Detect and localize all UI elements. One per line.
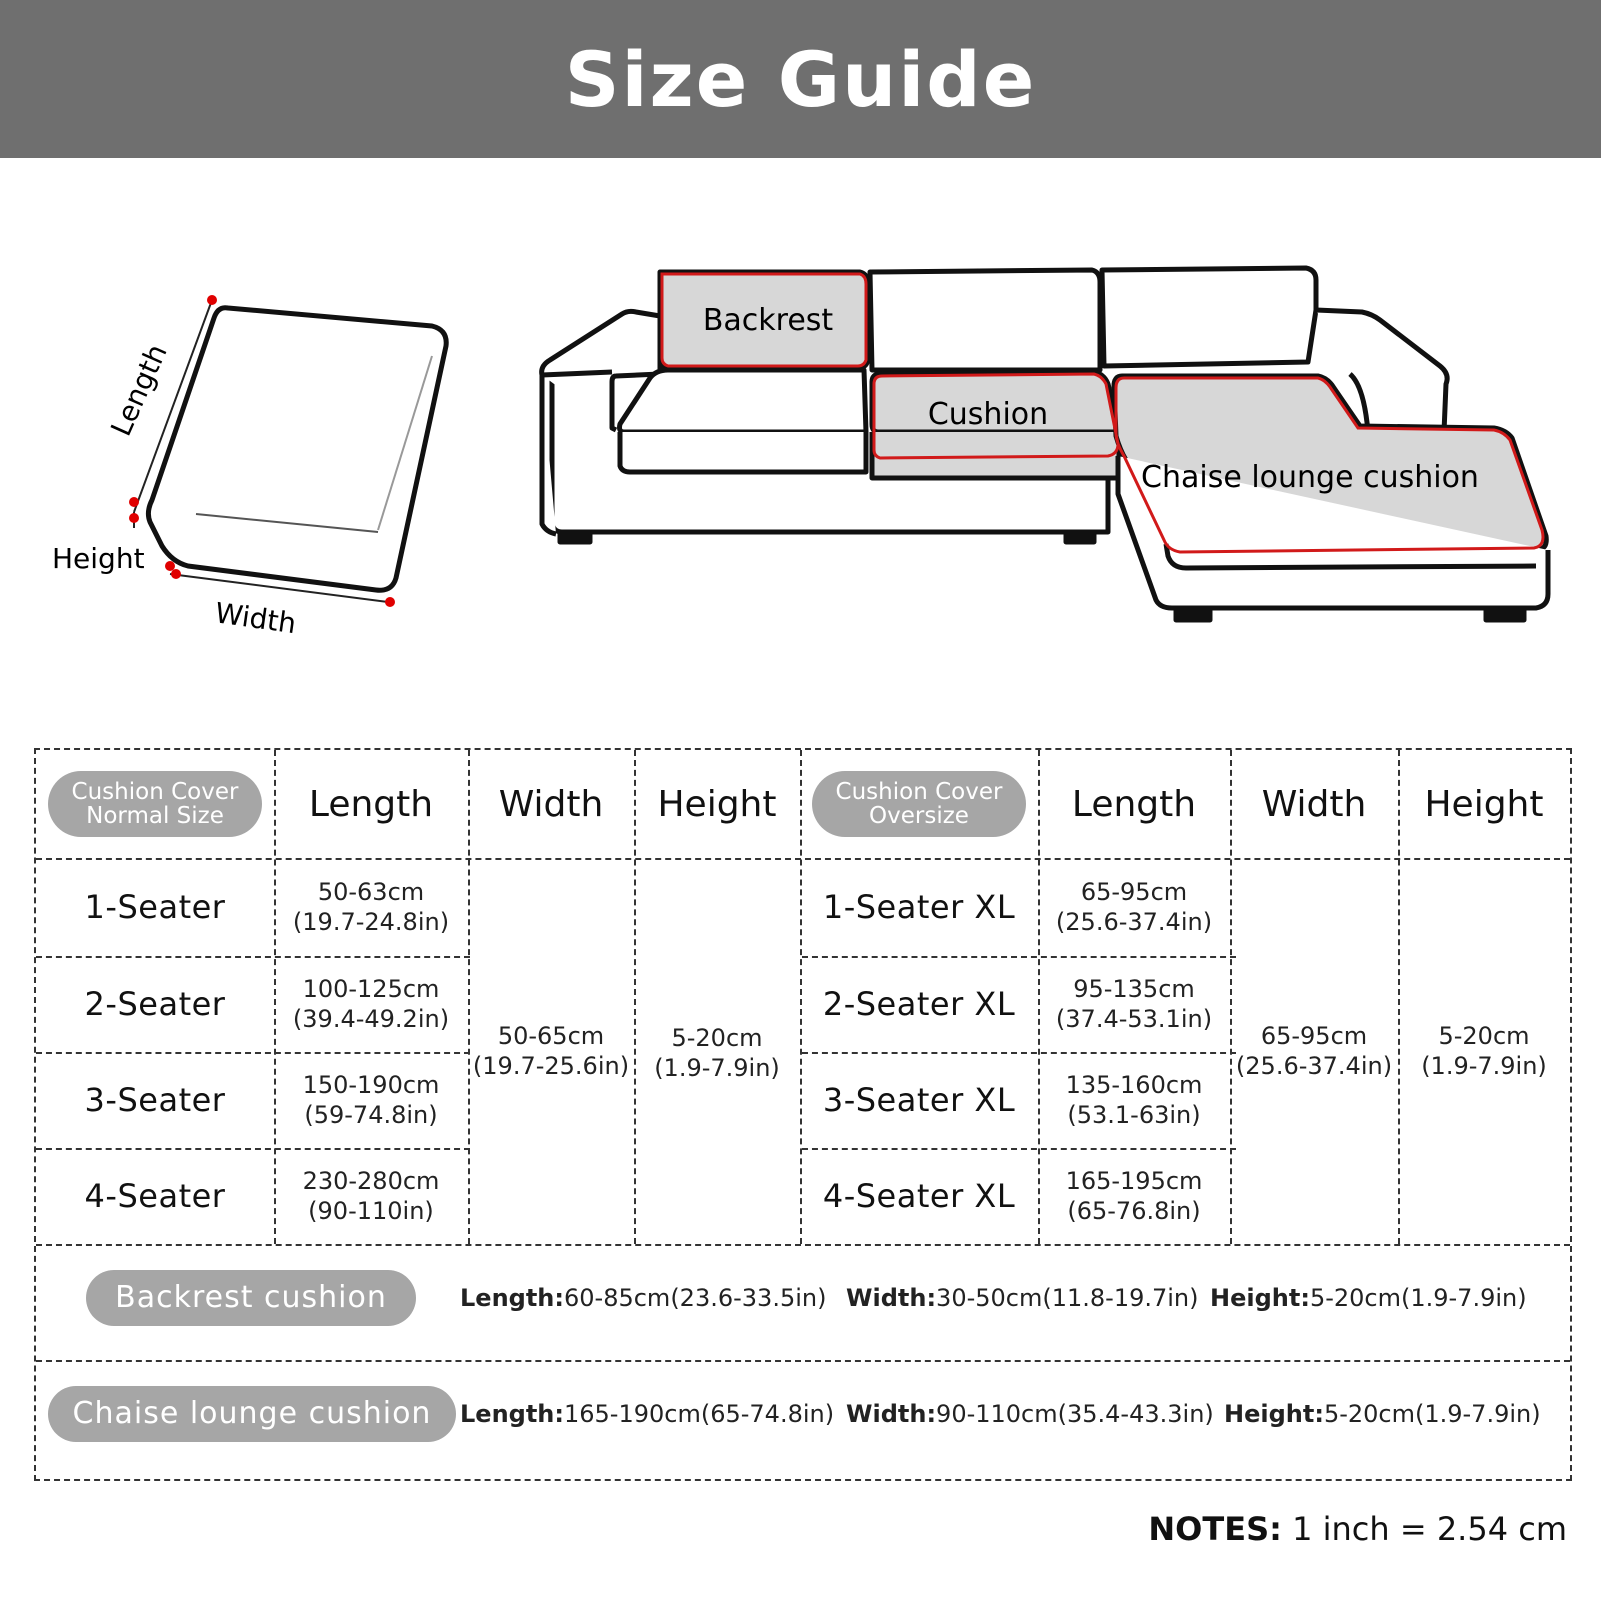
value-in: (19.7-24.8in) xyxy=(292,908,450,936)
normal-width-header: Width xyxy=(498,783,604,825)
chaise-height xyxy=(1224,1384,1568,1444)
height-dim-label: Height xyxy=(52,542,145,575)
value-cm: 135-160cm xyxy=(1065,1071,1203,1099)
value-in: (65-76.8in) xyxy=(1067,1197,1201,1225)
value-in: (1.9-7.9in) xyxy=(1421,1052,1547,1080)
length-value xyxy=(1038,1148,1230,1244)
size-table xyxy=(34,748,1572,1481)
chaise-pill: Chaise lounge cushion xyxy=(48,1386,456,1442)
oversize-length-header: Length xyxy=(1071,783,1197,825)
row-name: 4-Seater xyxy=(84,1177,226,1215)
backrest-width xyxy=(846,1268,1206,1328)
dim-key: Length: xyxy=(460,1284,564,1312)
chaise-row-label xyxy=(48,1384,456,1444)
oversize-height-value xyxy=(1398,858,1570,1244)
length-value xyxy=(1038,1052,1230,1148)
backrest-pill: Backrest cushion xyxy=(86,1270,416,1326)
value-cm: 150-190cm xyxy=(302,1071,440,1099)
l-sofa xyxy=(542,268,1548,620)
value-cm: 50-65cm xyxy=(497,1022,605,1050)
row-name: 2-Seater xyxy=(84,985,226,1023)
value-in: (53.1-63in) xyxy=(1067,1101,1201,1129)
dim-value: 5-20cm(1.9-7.9in) xyxy=(1309,1284,1527,1312)
page-title: Size Guide xyxy=(0,0,1601,158)
value-cm: 5-20cm xyxy=(1438,1022,1530,1050)
backrest-height xyxy=(1210,1268,1566,1328)
value-cm: 50-63cm xyxy=(317,878,425,906)
normal-length-header: Length xyxy=(308,783,434,825)
length-value xyxy=(274,858,468,956)
pill-line: Oversize xyxy=(869,803,969,829)
dim-value: 90-110cm(35.4-43.3in) xyxy=(936,1400,1214,1428)
value-in: (37.4-53.1in) xyxy=(1055,1005,1213,1033)
dim-key: Height: xyxy=(1224,1400,1324,1428)
pill-line: Normal Size xyxy=(86,803,224,829)
normal-height-value xyxy=(634,858,800,1248)
dim-value: 165-190cm(65-74.8in) xyxy=(564,1400,835,1428)
dim-key: Width: xyxy=(846,1284,937,1312)
normal-size-pill xyxy=(48,771,262,837)
row-name: 4-Seater XL xyxy=(822,1177,1016,1215)
backrest-row-label xyxy=(86,1268,416,1328)
length-value xyxy=(274,1052,468,1148)
length-value xyxy=(1038,858,1230,956)
value-cm: 65-95cm xyxy=(1080,878,1188,906)
value-in: (90-110in) xyxy=(308,1197,434,1225)
value-cm: 165-195cm xyxy=(1065,1167,1203,1195)
dim-value: 60-85cm(23.6-33.5in) xyxy=(564,1284,827,1312)
chaise-width xyxy=(846,1384,1214,1444)
pill-line: Cushion Cover xyxy=(71,778,239,805)
backrest-label: Backrest xyxy=(702,303,834,338)
value-cm: 230-280cm xyxy=(302,1167,440,1195)
normal-height-header: Height xyxy=(657,783,777,825)
cushion-label: Cushion xyxy=(927,397,1049,432)
table-divider xyxy=(36,1244,1570,1246)
dim-value: 30-50cm(11.8-19.7in) xyxy=(936,1284,1199,1312)
value-cm: 100-125cm xyxy=(302,975,440,1003)
length-value xyxy=(1038,956,1230,1052)
value-in: (1.9-7.9in) xyxy=(654,1054,780,1082)
value-in: (25.6-37.4in) xyxy=(1235,1052,1393,1080)
length-value xyxy=(274,1148,468,1244)
oversize-pill xyxy=(812,771,1026,837)
value-in: (39.4-49.2in) xyxy=(292,1005,450,1033)
width-dim-label: Width xyxy=(213,596,299,641)
value-in: (59-74.8in) xyxy=(304,1101,438,1129)
oversize-height-header: Height xyxy=(1424,783,1544,825)
notes-text: 1 inch = 2.54 cm xyxy=(1292,1510,1567,1548)
dim-value: 5-20cm(1.9-7.9in) xyxy=(1323,1400,1541,1428)
table-divider xyxy=(36,1360,1570,1362)
row-name: 3-Seater XL xyxy=(822,1081,1016,1119)
dim-key: Height: xyxy=(1210,1284,1310,1312)
normal-width-value xyxy=(468,858,634,1244)
row-name: 1-Seater xyxy=(84,888,226,926)
chaise-length xyxy=(460,1384,835,1444)
length-value xyxy=(274,956,468,1052)
value-cm: 95-135cm xyxy=(1073,975,1195,1003)
backrest-length xyxy=(460,1268,827,1328)
dim-key: Length: xyxy=(460,1400,564,1428)
row-name: 3-Seater xyxy=(84,1081,226,1119)
notes-label: NOTES: xyxy=(1148,1510,1282,1548)
pill-line: Cushion Cover xyxy=(835,778,1003,805)
sofa-illustration xyxy=(0,160,1601,700)
oversize-width-header: Width xyxy=(1261,783,1367,825)
dim-key: Width: xyxy=(846,1400,937,1428)
cushion-diagram xyxy=(134,300,446,602)
oversize-width-value xyxy=(1230,858,1398,1244)
notes xyxy=(1148,1510,1567,1548)
chaise-label: Chaise lounge cushion xyxy=(1141,460,1479,495)
length-dim-label: Length xyxy=(104,339,174,441)
value-in: (25.6-37.4in) xyxy=(1055,908,1213,936)
row-name: 1-Seater XL xyxy=(822,888,1016,926)
oversize-header xyxy=(810,764,1028,844)
value-cm: 65-95cm xyxy=(1260,1022,1368,1050)
normal-size-header xyxy=(46,764,264,844)
value-in: (19.7-25.6in) xyxy=(472,1052,630,1080)
row-name: 2-Seater XL xyxy=(822,985,1016,1023)
value-cm: 5-20cm xyxy=(671,1024,763,1052)
